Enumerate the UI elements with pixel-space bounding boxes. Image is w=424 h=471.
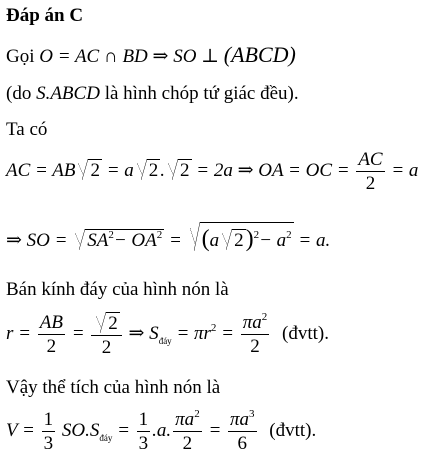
unit-dvtt-2: (đvtt). — [269, 419, 317, 441]
dot: . — [160, 159, 166, 181]
eq-sign-4: = — [117, 419, 130, 441]
expr-o-intersection: O = AC ∩ BD ⇒ SO ⊥ — [39, 46, 220, 67]
fraction-sqrt2-over-2: $\frac{2}{2}$ — [91, 312, 122, 357]
eq-sign-5: = — [208, 419, 222, 441]
text-base-radius: Bán kính đáy của hình nón là — [6, 279, 229, 300]
line-reason — [6, 84, 299, 103]
expr-eq-a-end: = a — [391, 159, 419, 181]
fraction-pi-a2-over-2-b: $\frac{\pi a^2}{2}$ — [175, 408, 200, 454]
eq-sign-2: = — [71, 322, 85, 344]
line-ac-computation — [6, 150, 418, 193]
fraction-pi-a3-over-6: $\frac{\pi a^3}{6}$ — [230, 408, 255, 454]
sqrt-big: (a $2)^2- a^2$ — [188, 222, 294, 251]
line-radius-area — [6, 312, 329, 357]
answer-title: Đáp án C — [6, 5, 84, 26]
fraction-1-over-3-b: $\frac{1}{3}$ — [138, 409, 149, 454]
subscript-day: đáy — [158, 335, 172, 346]
sqrt-2-c: 2 — [166, 159, 192, 180]
expr-eq-a: = a — [106, 159, 134, 181]
sup-2: 2 — [210, 321, 217, 334]
fraction-ab-over-2: $\frac{AB}{2}$ — [39, 312, 63, 357]
expr-abcd: (ABCD) — [223, 42, 296, 67]
text-cone-volume: Vậy thể tích của hình nón là — [6, 377, 221, 398]
expr-eq-2a: = 2a ⇒ OA = OC = — [196, 159, 350, 181]
expr-v: V = — [6, 419, 35, 441]
sqrt-2-inner: 2 — [220, 229, 246, 250]
fraction-ac-over-2: $\frac{AC}{2}$ — [358, 149, 383, 194]
expr-so: ⇒ SO = — [6, 230, 68, 251]
fraction-1-over-3-a: $\frac{1}{3}$ — [43, 409, 54, 454]
sqrt-2-b: 2 — [135, 159, 161, 180]
line-so-computation — [6, 222, 330, 251]
expr-ac-ab: AC = AB — [6, 159, 76, 181]
unit-dvtt: (đvtt). — [282, 322, 329, 344]
expr-eq-a-dot: = a. — [298, 230, 331, 251]
text-ta-co: Ta có — [6, 119, 48, 140]
expr-r: r = — [6, 322, 31, 344]
line-volume — [6, 410, 316, 453]
sqrt-sa-oa: $SA^2- OA^2$ — [73, 229, 164, 250]
text-do: (do — [6, 83, 32, 104]
eq-sign: = — [168, 230, 182, 251]
expr-so-s: SO.S — [61, 419, 100, 441]
eq-sign-3: = — [221, 322, 234, 344]
sqrt-2-a: 2 — [76, 159, 102, 180]
expr-s-base: ⇒ S — [128, 322, 159, 344]
expr-pi-r2: = πr — [176, 322, 211, 344]
subscript-day-2: đáy — [99, 432, 113, 443]
text-goi: Gọi — [6, 46, 35, 67]
expr-sabcd: S.ABCD — [36, 83, 100, 104]
line-call-o — [6, 44, 296, 66]
expr-a: .a. — [152, 419, 172, 441]
text-reason: là hình chóp tứ giác đều). — [104, 83, 299, 104]
fraction-pi-a2-over-2: $\frac{\pi a^2}{2}$ — [242, 311, 268, 357]
